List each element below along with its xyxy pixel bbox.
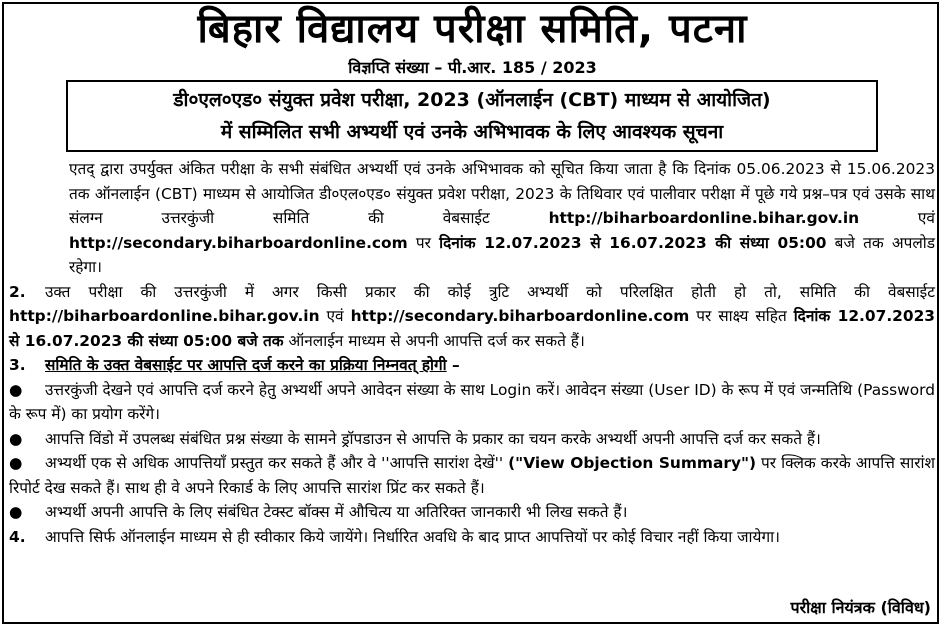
paragraph-1-and: एवं (859, 209, 935, 227)
procedure-dash: – (446, 356, 460, 374)
paragraph-2-end: ऑनलाईन माध्यम से अपनी आपत्ति दर्ज कर सकते हैं। (283, 331, 585, 350)
paragraph-1-text: एतद् द्वारा उपर्युक्त अंकित परीक्षा के सभी संबंधित अभ्यर्थी एवं उनके अभिभावक को सूचित किया जाता है कि दिनांक 05.06.2023 से 15.06.2023 तक ऑनलाईन (CBT) माध्यम से आयोजित डी०एल०एड० संयुक्त प्रवेश परीक्षा, 2023 के तिथिवार एवं पालीवार परीक्षा में पूछे गये प्रश्न–पत्र एवं उसके साथ संलग्न उत्तरकुंजी समिति की वेबसाईट (69, 160, 935, 227)
website-link-2[interactable]: http://secondary.biharboardonline.com (69, 233, 408, 252)
view-objection-summary-label: ("View Objection Summary") (508, 454, 757, 472)
bullet-icon: ● (9, 380, 23, 399)
bullet-text-summary: अभ्यर्थी एक से अधिक आपत्तियाँ प्रस्तुत कर सकते हैं और वे ''आपत्ति सारांश देखें'' (45, 454, 509, 472)
procedure-heading: समिति के उक्त वेबसाईट पर आपत्ति दर्ज करने का प्रक्रिया निम्नवत् होगी (45, 356, 447, 374)
bullet-icon: ● (9, 454, 23, 472)
bullet-item-textbox (9, 500, 935, 525)
website-link-4[interactable]: http://secondary.biharboardonline.com (350, 307, 690, 325)
bullet-icon: ● (9, 503, 23, 521)
bullet-item-summary (9, 451, 935, 500)
objection-deadline: दिनांक 12.07.2023 से 16.07.2023 की संध्या 05:00 बजे तक (9, 307, 935, 350)
paragraph-1-on: पर (407, 233, 440, 252)
paragraph-2-evidence: पर साक्ष्य सहित (689, 307, 794, 325)
paragraph-1-end: बजे तक अपलोड रहेगा। (69, 233, 935, 276)
signature-controller: परीक्षा नियंत्रक (विविध) (790, 598, 931, 617)
bullet-item-login (9, 378, 935, 427)
paragraph-2 (9, 280, 935, 354)
paragraph-2-number: 2. (9, 282, 26, 301)
notice-title-box (66, 80, 878, 152)
paragraph-2-text: उक्त परीक्षा की उत्तरकुंजी में अगर किसी प्रकार की कोई त्रुटि अभ्यर्थी को परिलक्षित होती हो तो, समिति की वेबसाईट (45, 282, 935, 301)
notice-number: विज्ञप्ति संख्या – पी.आर. 185 / 2023 (348, 58, 597, 77)
paragraph-4-number: 4. (9, 527, 26, 546)
paragraph-4-text: आपत्ति सिर्फ ऑनलाईन माध्यम से ही स्वीकार किये जायेंगे। निर्धारित अवधि के बाद प्राप्त आपत्तियों पर कोई विचार नहीं किया जायेगा। (45, 527, 780, 546)
upload-deadline: दिनांक 12.07.2023 से 16.07.2023 की संध्या 05:00 (439, 233, 827, 252)
notice-title-line1: डी०एल०एड० संयुक्त प्रवेश परीक्षा, 2023 (ऑनलाईन (CBT) माध्यम से आयोजित) (173, 89, 771, 111)
bullet-text-textbox: अभ्यर्थी अपनी आपत्ति के लिए संबंधित टेक्स्ट बॉक्स में औचित्य या अतिरिक्त जानकारी भी लिख सकते हैं। (45, 503, 628, 521)
notice-body (9, 157, 935, 549)
bullet-icon: ● (9, 429, 23, 448)
website-link-1[interactable]: http://biharboardonline.bihar.gov.in (548, 209, 860, 227)
bullet-text-login: उत्तरकुंजी देखने एवं आपत्ति दर्ज करने हेतु अभ्यर्थी अपने आवेदन संख्या के साथ Login करें। आवेदन संख्या (User ID) के रूप में एवं जन्मतिथि (Password के रूप में) का प्रयोग करेंगे। (9, 380, 935, 423)
bullet-text-summary-end: पर क्लिक करके आपत्ति सारांश रिपोर्ट देख सकते हैं। साथ ही वे अपने रिकार्ड के लिए आपत्ति सारांश प्रिंट कर सकते हैं। (9, 454, 935, 497)
bullet-text-dropdown: आपत्ति विंडो में उपलब्ध संबंधित प्रश्न संख्या के सामने ड्रॉपडाउन से आपत्ति के प्रकार का चयन करके अभ्यर्थी अपनी आपत्ति दर्ज कर सकते हैं। (45, 429, 821, 448)
bullet-item-dropdown (9, 427, 935, 452)
paragraph-4 (9, 525, 935, 550)
paragraph-3 (9, 353, 935, 378)
website-link-3[interactable]: http://biharboardonline.bihar.gov.in (9, 307, 320, 325)
board-heading: बिहार विद्यालय परीक्षा समिति, पटना (197, 6, 748, 52)
paragraph-1 (9, 157, 935, 280)
paragraph-3-number: 3. (9, 356, 26, 374)
paragraph-2-and: एवं (319, 307, 351, 325)
notice-title-line2: में सम्मिलित सभी अभ्यर्थी एवं उनके अभिभावक के लिए आवश्यक सूचना (220, 121, 724, 143)
